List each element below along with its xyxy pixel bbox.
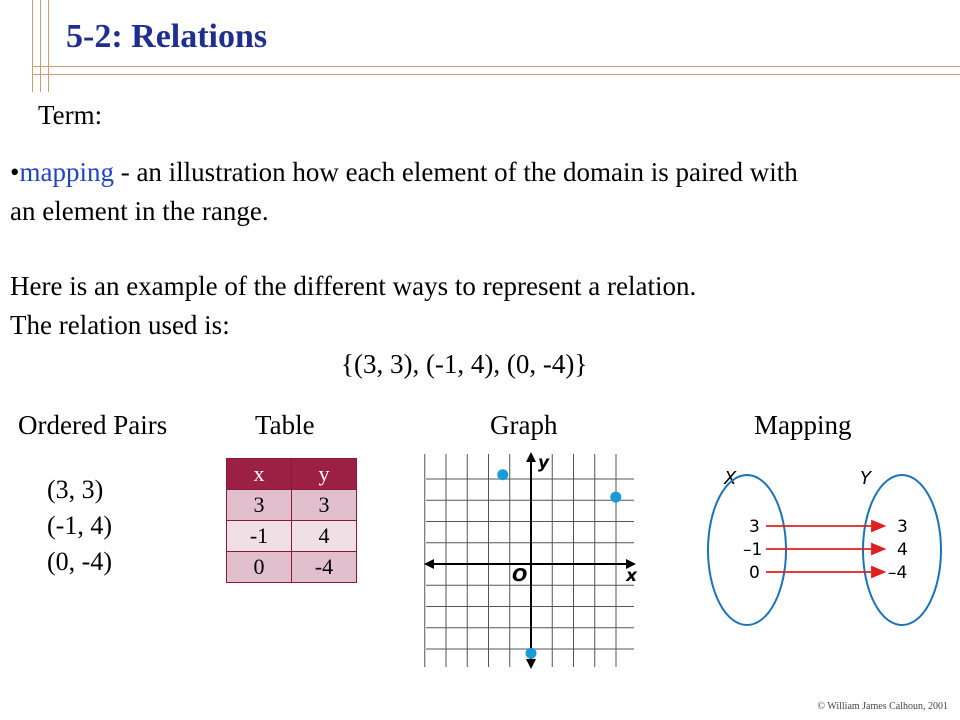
term-definition-line1 [10, 157, 798, 188]
label-mapping: Mapping [754, 410, 852, 440]
mapping-arrowhead [872, 521, 884, 531]
range-value: 3 [897, 517, 908, 537]
range-value: –4 [888, 563, 908, 583]
decor-rule-vertical [48, 0, 49, 92]
graph-point [610, 492, 621, 503]
origin-label: O [512, 565, 528, 586]
table-cell: 3 [292, 490, 357, 521]
term-definition-line2: an element in the range. [10, 196, 269, 226]
decor-rule-vertical [32, 0, 33, 92]
y-axis-label: y [538, 453, 550, 473]
coordinate-graph [420, 448, 645, 673]
example-line2: The relation used is: [10, 310, 230, 340]
ordered-pairs-list [47, 472, 112, 580]
term-heading: Term: [38, 100, 103, 130]
example-line1: Here is an example of the different ways to represent a relation. [10, 271, 697, 301]
ordered-pair: (0, -4) [47, 547, 112, 576]
label-graph: Graph [490, 410, 558, 440]
table-row [227, 521, 357, 552]
table-header-row [227, 459, 357, 490]
domain-value: 3 [749, 517, 760, 537]
copyright-notice: © William James Calhoun, 2001 [817, 701, 948, 712]
domain-label: X [724, 468, 737, 489]
graph-point [526, 648, 537, 659]
x-axis-label: x [626, 566, 637, 586]
table-cell: -1 [227, 521, 292, 552]
term-word: mapping [19, 157, 114, 187]
table-header-x: x [227, 459, 292, 490]
decor-rule-horizontal [32, 74, 960, 75]
x-axis-arrow-left [424, 559, 434, 569]
table-cell: 4 [292, 521, 357, 552]
label-ordered-pairs: Ordered Pairs [18, 410, 168, 440]
mapping-arrowhead [872, 544, 884, 554]
range-value: 4 [897, 540, 908, 560]
label-table: Table [255, 410, 315, 440]
relation-table [226, 458, 357, 583]
range-label: Y [860, 468, 871, 489]
table-header-y: y [292, 459, 357, 490]
decor-rule-horizontal [32, 66, 960, 67]
ordered-pair: (3, 3) [47, 475, 104, 504]
bullet: • [10, 157, 20, 187]
y-axis-arrow-down [526, 659, 536, 669]
table-cell: 3 [227, 490, 292, 521]
table-cell: 0 [227, 552, 292, 583]
term-definition-text: - an illustration how each element of the domain is paired with [113, 157, 798, 187]
graph-point [497, 469, 508, 480]
ordered-pair: (-1, 4) [47, 511, 112, 540]
table-row [227, 490, 357, 521]
table-row [227, 552, 357, 583]
y-axis-arrow-up [526, 452, 536, 462]
relation-set: {(3, 3), (-1, 4), (0, -4)} [341, 349, 588, 379]
table-cell: -4 [292, 552, 357, 583]
graph-grid [425, 454, 634, 667]
mapping-arrowhead [872, 567, 884, 577]
domain-value: –1 [743, 540, 763, 560]
domain-value: 0 [749, 563, 760, 583]
decor-rule-vertical [40, 0, 41, 92]
mapping-diagram [700, 458, 950, 630]
slide-title: 5-2: Relations [66, 18, 268, 55]
